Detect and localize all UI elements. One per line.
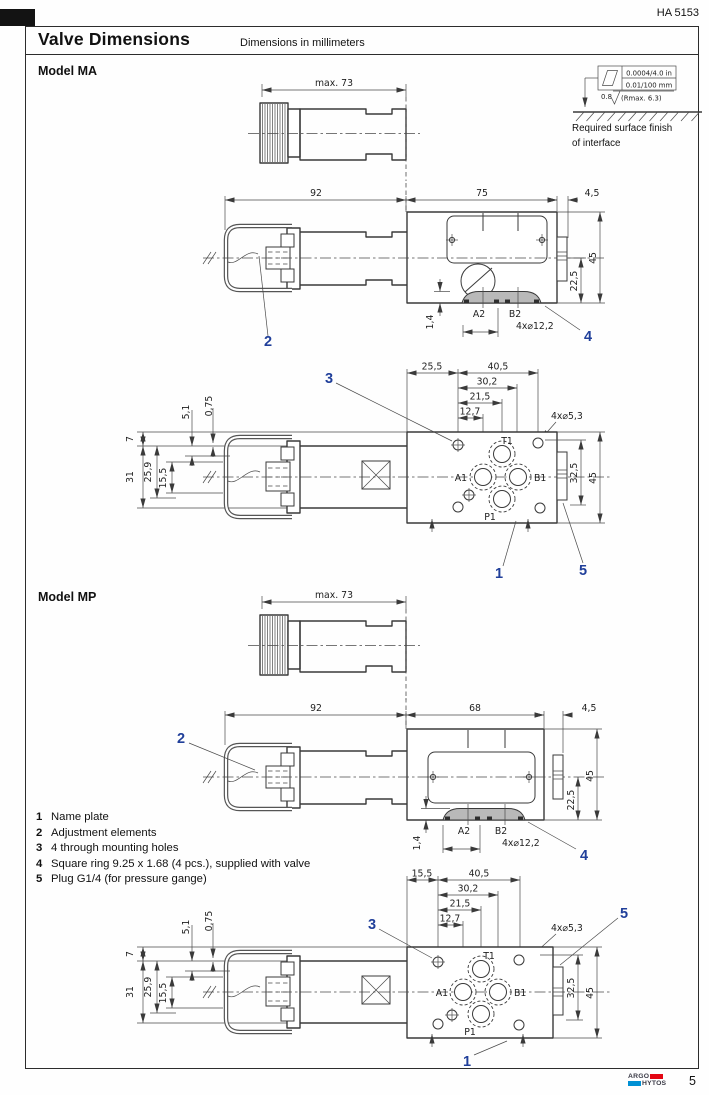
dim-label: 4,5 <box>584 188 600 199</box>
legend-item-text: Plug G1/4 (for pressure gange) <box>51 873 207 886</box>
callout-number: 1 <box>462 1054 472 1070</box>
port-label: A2 <box>472 309 486 320</box>
ma-top-view-drawing <box>190 70 570 182</box>
dim-label: 45 <box>588 252 599 264</box>
dim-label: 25,9 <box>143 976 154 998</box>
callout-number: 5 <box>619 906 629 922</box>
plug-boss <box>553 755 563 799</box>
flatness-mm-label: 0.01/100 mm <box>625 81 673 90</box>
model-mp-label: Model MP <box>38 590 97 604</box>
surface-caption-line2: of interface <box>572 138 621 149</box>
legend-item-number: 4 <box>36 857 43 870</box>
callout-number: 3 <box>367 917 377 933</box>
dim-label: 12,7 <box>459 406 481 418</box>
dim-label: 0,75 <box>204 910 215 932</box>
legend-item <box>36 872 310 888</box>
dim-label: 31 <box>125 986 136 998</box>
legend-item <box>36 826 310 842</box>
dim-label: 4x⌀5,3 <box>551 411 583 422</box>
dim-label: 92 <box>310 703 322 714</box>
callout-number: 4 <box>579 848 589 864</box>
callout-leader <box>503 521 516 566</box>
callout-number: 5 <box>578 563 588 579</box>
knurled-knob <box>260 615 288 675</box>
callout-number: 4 <box>583 329 593 345</box>
mp-bottom-view-drawing <box>120 870 630 1075</box>
legend-item-text: Square ring 9.25 x 1.68 (4 pcs.), supplied with valve <box>51 857 311 870</box>
port-label: A1 <box>435 988 448 999</box>
dim-label: 25,5 <box>421 361 443 373</box>
port-label: T1 <box>501 436 513 447</box>
mp-top-view-drawing <box>190 590 570 702</box>
roughness-max-label: (Rmax. 6.3) <box>621 94 662 103</box>
port-label: B2 <box>494 826 508 837</box>
dim-label: 22,5 <box>566 789 577 811</box>
dim-label: 0,75 <box>204 395 215 417</box>
port-label: B1 <box>534 473 547 484</box>
dim-label: 4x⌀12,2 <box>502 838 540 849</box>
dim-label: 31 <box>125 471 136 483</box>
flatness-icon <box>603 71 618 86</box>
legend-item-number: 2 <box>36 826 43 839</box>
dim-label: 32,5 <box>569 462 580 484</box>
legend-item <box>36 857 310 873</box>
callout-leader <box>474 1041 507 1055</box>
dim-label: 40,5 <box>468 868 490 880</box>
dim-label: 45 <box>585 770 596 782</box>
callout-number: 2 <box>176 731 186 747</box>
knurled-knob <box>260 103 288 163</box>
square-ring-seal <box>462 292 541 304</box>
page-number: 5 <box>689 1074 696 1088</box>
dim-label: 4x⌀12,2 <box>516 321 554 332</box>
port-label: A1 <box>454 473 467 484</box>
dim-label: 5,1 <box>181 404 192 420</box>
roughness-check-icon <box>611 91 620 104</box>
dim-label: 21,5 <box>469 391 491 403</box>
surface-caption-line1: Required surface finish <box>572 123 673 134</box>
dim-label: 12,7 <box>439 913 461 925</box>
legend-item-text: Name plate <box>51 811 109 823</box>
dim-label: 40,5 <box>487 361 509 373</box>
plug-boss <box>553 967 563 1015</box>
dim-label: 15,5 <box>411 868 433 880</box>
wire <box>228 986 260 997</box>
dim-label: 68 <box>469 703 481 714</box>
dim-max-length-label: max. 73 <box>315 590 353 601</box>
dim-label: 5,1 <box>181 919 192 935</box>
dim-label: 22,5 <box>569 270 580 292</box>
legend-item <box>36 810 310 826</box>
dim-label: 4x⌀5,3 <box>551 923 583 934</box>
valve-body-outline <box>300 621 406 672</box>
logo-text-bottom: HYTOS <box>642 1080 667 1087</box>
callout-number: 2 <box>263 334 273 350</box>
dim-label: 92 <box>310 188 322 199</box>
flatness-in-label: 0.0004/4.0 in <box>626 69 672 78</box>
dim-label: 4,5 <box>581 703 597 714</box>
print-registration-tab <box>0 9 35 26</box>
wire <box>228 471 260 482</box>
dim-label: 1,4 <box>412 835 423 851</box>
dim-label: 7 <box>125 951 136 957</box>
dim-max-length-label: max. 73 <box>315 78 353 89</box>
dim-label: 7 <box>125 436 136 442</box>
dim-label: 15,5 <box>158 982 169 1004</box>
port-label: B1 <box>514 988 527 999</box>
dim-label: 45 <box>588 472 599 484</box>
callout-leader <box>379 929 432 958</box>
doc-number: HA 5153 <box>656 7 699 19</box>
legend-item <box>36 841 310 857</box>
legend-item-number: 3 <box>36 842 43 855</box>
logo-text-top: ARGO <box>628 1073 650 1080</box>
dim-label: 30,2 <box>457 883 479 895</box>
dim-label: 1,4 <box>425 314 436 330</box>
callout-number: 1 <box>494 566 504 582</box>
legend-item-text: Adjustment elements <box>51 826 157 839</box>
dim-label: 45 <box>585 987 596 999</box>
dim-label: 32,5 <box>566 977 577 999</box>
ma-side-view-drawing <box>140 182 622 350</box>
page-subtitle: Dimensions in millimeters <box>240 37 365 49</box>
dim-label: 15,5 <box>158 467 169 489</box>
valve-body-outline <box>300 109 406 160</box>
dim-label: 75 <box>476 188 488 199</box>
port-label: T1 <box>483 951 495 962</box>
port-label: P1 <box>464 1027 476 1038</box>
logo-red-block <box>650 1074 663 1080</box>
dim-label: 30,2 <box>476 376 498 388</box>
argo-hytos-logo <box>628 1073 666 1087</box>
port-label: B2 <box>508 309 522 320</box>
plug-boss <box>557 237 567 281</box>
page-title: Valve Dimensions <box>38 29 191 49</box>
legend-item-text: 4 through mounting holes <box>51 842 179 855</box>
dim-label: 21,5 <box>449 898 471 910</box>
plug-boss <box>557 452 567 500</box>
surface-finish-symbol <box>570 60 709 160</box>
model-ma-label: Model MA <box>38 64 98 78</box>
legend <box>36 810 310 888</box>
callout-number: 3 <box>324 371 334 387</box>
dim-label: 25,9 <box>143 461 154 483</box>
title-bar <box>25 26 699 55</box>
legend-item-number: 5 <box>36 873 43 886</box>
port-label: P1 <box>484 512 496 523</box>
square-ring-seal <box>443 809 525 821</box>
port-label: A2 <box>457 826 471 837</box>
ma-bottom-view-drawing <box>120 355 625 585</box>
hatching <box>576 112 700 121</box>
callout-leader <box>563 503 583 563</box>
legend-item-number: 1 <box>36 811 43 823</box>
roughness-value-label: 0.8 <box>601 93 612 101</box>
logo-blue-block <box>628 1081 641 1087</box>
